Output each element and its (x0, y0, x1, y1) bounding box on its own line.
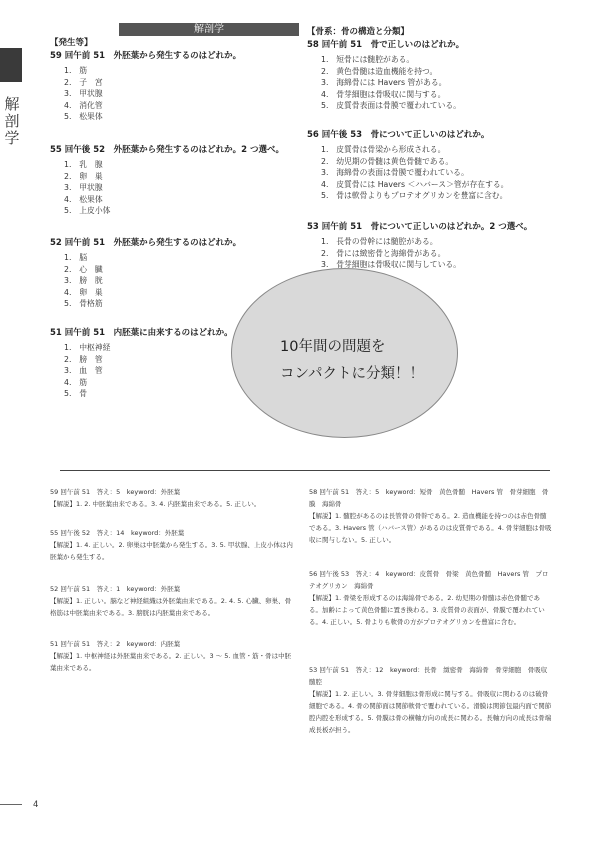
option: 1. 短骨には髄腔がある。 (321, 55, 415, 64)
answer-block (50, 486, 295, 510)
option: 5. 骨格筋 (64, 299, 103, 309)
question-block (50, 145, 300, 217)
answer-header: 55 回午後 52 答え：14 keyword：外胚葉 (50, 529, 185, 537)
chapter-label-char: 解 (4, 95, 20, 113)
option: 4. 骨芽細胞は骨吸収に関与する。 (321, 89, 446, 99)
page-header-title: 解剖学 (119, 23, 299, 36)
answer-explanation: 【解説】1. 4. 正しい。2. 卵巣は中胚葉から発生する。3. 5. 甲状腺、上皮小体は内胚葉から発生する。 (50, 541, 293, 561)
answer-header: 51 回午前 51 答え：2 keyword：内胚葉 (50, 640, 181, 648)
option: 2. 黄色骨髄は造血機能を持つ。 (321, 66, 438, 76)
option: 3. 甲状腺 (64, 89, 103, 99)
question-title: 56 回午後 53 骨について正しいのはどれか。 (307, 130, 490, 140)
answer-block (309, 486, 553, 546)
chapter-label (2, 96, 22, 147)
question-title: 52 回午前 51 外胚葉から発生するのはどれか。 (50, 238, 242, 248)
option-list (64, 159, 300, 217)
section-divider (60, 470, 550, 471)
answer-block (50, 583, 295, 619)
option: 3. 海綿骨の表面は骨膜で覆われている。 (321, 168, 469, 178)
section-heading-bone-structure: 【骨系：骨の構造と分類】 (307, 27, 410, 37)
answer-header: 53 回午前 51 答え：12 keyword：長骨 緻密骨 海綿骨 骨芽細胞 骨吸収 髄腔 (309, 666, 554, 686)
answer-block (50, 638, 295, 674)
answer-explanation: 【解説】1. 正しい。脳など神経組織は外胚葉由来である。2. 4. 5. 心臓、卵巣、骨格筋は中胚葉由来である。3. 膀胱は内胚葉由来である。 (50, 597, 292, 617)
option: 1. 皮質骨は骨梁から形成される。 (321, 145, 446, 154)
option: 1. 乳 腺 (64, 160, 103, 169)
option: 4. 筋 (64, 377, 88, 387)
option: 3. 骨芽細胞は骨吸収に関与している。 (321, 260, 461, 270)
answer-header: 59 回午前 51 答え：5 keyword：外胚葉 (50, 488, 181, 496)
option: 3. 海綿骨には Havers 管がある。 (321, 78, 447, 88)
question-title: 55 回午後 52 外胚葉から発生するのはどれか。2 つ選べ。 (50, 145, 284, 155)
question-block (307, 222, 557, 271)
option: 4. 皮質骨には Havers ＜ハバース＞管が存在する。 (321, 179, 509, 189)
answer-block (50, 527, 295, 563)
option-list (321, 54, 557, 112)
section-heading-development: 【発生等】 (50, 38, 93, 48)
footer-rule (0, 804, 22, 805)
chapter-label-char: 剖 (4, 112, 20, 130)
chapter-label-char: 学 (4, 129, 20, 147)
answer-block (309, 664, 553, 736)
question-title: 59 回午前 51 外胚葉から発生するのはどれか。 (50, 51, 242, 61)
answer-header: 52 回午前 51 答え：1 keyword：外胚葉 (50, 585, 181, 593)
question-title: 58 回午前 51 骨で正しいのはどれか。 (307, 40, 465, 50)
option: 2. 骨には緻密骨と海綿骨がある。 (321, 248, 446, 258)
option: 1. 筋 (64, 66, 88, 75)
answer-explanation: 【解説】1. 骨梁を形成するのは海綿骨である。2. 幼児期の骨髄は赤色骨髄である。加齢によって黄色骨髄に置き換わる。3. 皮質骨の表面が、骨膜で覆われている。4. 正しい。5. 骨よりも軟骨の方がプロテオグリカンを豊富に含む。 (309, 594, 545, 626)
answer-header: 56 回午後 53 答え：4 keyword：皮質骨 骨梁 黄色骨髄 Havers 管 プロテオグリカン 海綿骨 (309, 570, 549, 590)
option: 3. 甲状腺 (64, 183, 103, 193)
answer-explanation: 【解説】1. 2. 中胚葉由来である。3. 4. 内胚葉由来である。5. 正しい。 (50, 500, 261, 508)
option: 5. 骨は軟骨よりもプロテオグリカンを豊富に含む。 (321, 191, 508, 201)
callout-line: 10年間の問題を (280, 339, 386, 355)
page-number: 4 (33, 800, 39, 810)
callout-text (280, 334, 480, 388)
option-list (321, 144, 557, 202)
answer-explanation: 【解説】1. 2. 正しい。3. 骨芽細胞は骨形成に関与する。骨吸収に関わるのは破骨細胞である。4. 骨の関節面は関節軟骨で覆われている。滑膜は関節包最内面で関節腔内腔を形成する。5. 骨膜は骨の横軸方向の成長に関わる。長軸方向の成長は骨端成長板が担う。 (309, 690, 552, 734)
option: 5. 骨 (64, 389, 88, 399)
option: 2. 膀 管 (64, 354, 103, 364)
answer-header: 58 回午前 51 答え：5 keyword：短骨 黄色骨髄 Havers 管 骨芽細胞 骨膜 海綿骨 (309, 488, 549, 508)
question-title: 51 回午前 51 内胚葉に由来するのはどれか。 (50, 328, 233, 338)
option: 4. 卵 巣 (64, 287, 103, 297)
chapter-tab (0, 48, 22, 82)
option: 5. 皮質骨表面は骨膜で覆われている。 (321, 101, 461, 111)
option: 2. 卵 巣 (64, 171, 103, 181)
option: 3. 膀 胱 (64, 276, 103, 286)
answer-explanation: 【解説】1. 中枢神経は外胚葉由来である。2. 正しい。3 〜 5. 血管・筋・骨は中胚葉由来である。 (50, 652, 292, 672)
question-title: 53 回午前 51 骨について正しいのはどれか。2 つ選べ。 (307, 222, 533, 232)
option: 2. 心 臓 (64, 264, 103, 274)
question-block (50, 51, 300, 123)
option: 2. 子 宮 (64, 77, 103, 87)
option-list (64, 65, 300, 123)
option-list (321, 236, 557, 271)
question-block (307, 40, 557, 112)
answer-explanation: 【解説】1. 髄腔があるのは長管骨の骨幹である。2. 造血機能を持つのは赤色骨髄である。3. Havers 管（ハバース管）があるのは皮質骨である。4. 骨芽細胞は骨吸収に関与しない。5. 正しい。 (309, 512, 552, 544)
answer-block (309, 568, 553, 628)
option: 4. 松果体 (64, 194, 103, 204)
option: 3. 血 管 (64, 366, 103, 376)
option: 1. 脳 (64, 253, 88, 262)
option: 1. 中枢神経 (64, 343, 111, 352)
option: 5. 上皮小体 (64, 206, 111, 216)
option: 1. 長骨の骨幹には髄腔がある。 (321, 237, 438, 246)
option: 4. 消化管 (64, 100, 103, 110)
option: 2. 幼児期の骨髄は黄色骨髄である。 (321, 156, 454, 166)
question-block (307, 130, 557, 202)
callout-line: コンパクトに分類！！ (280, 366, 424, 382)
option: 5. 松果体 (64, 112, 103, 122)
